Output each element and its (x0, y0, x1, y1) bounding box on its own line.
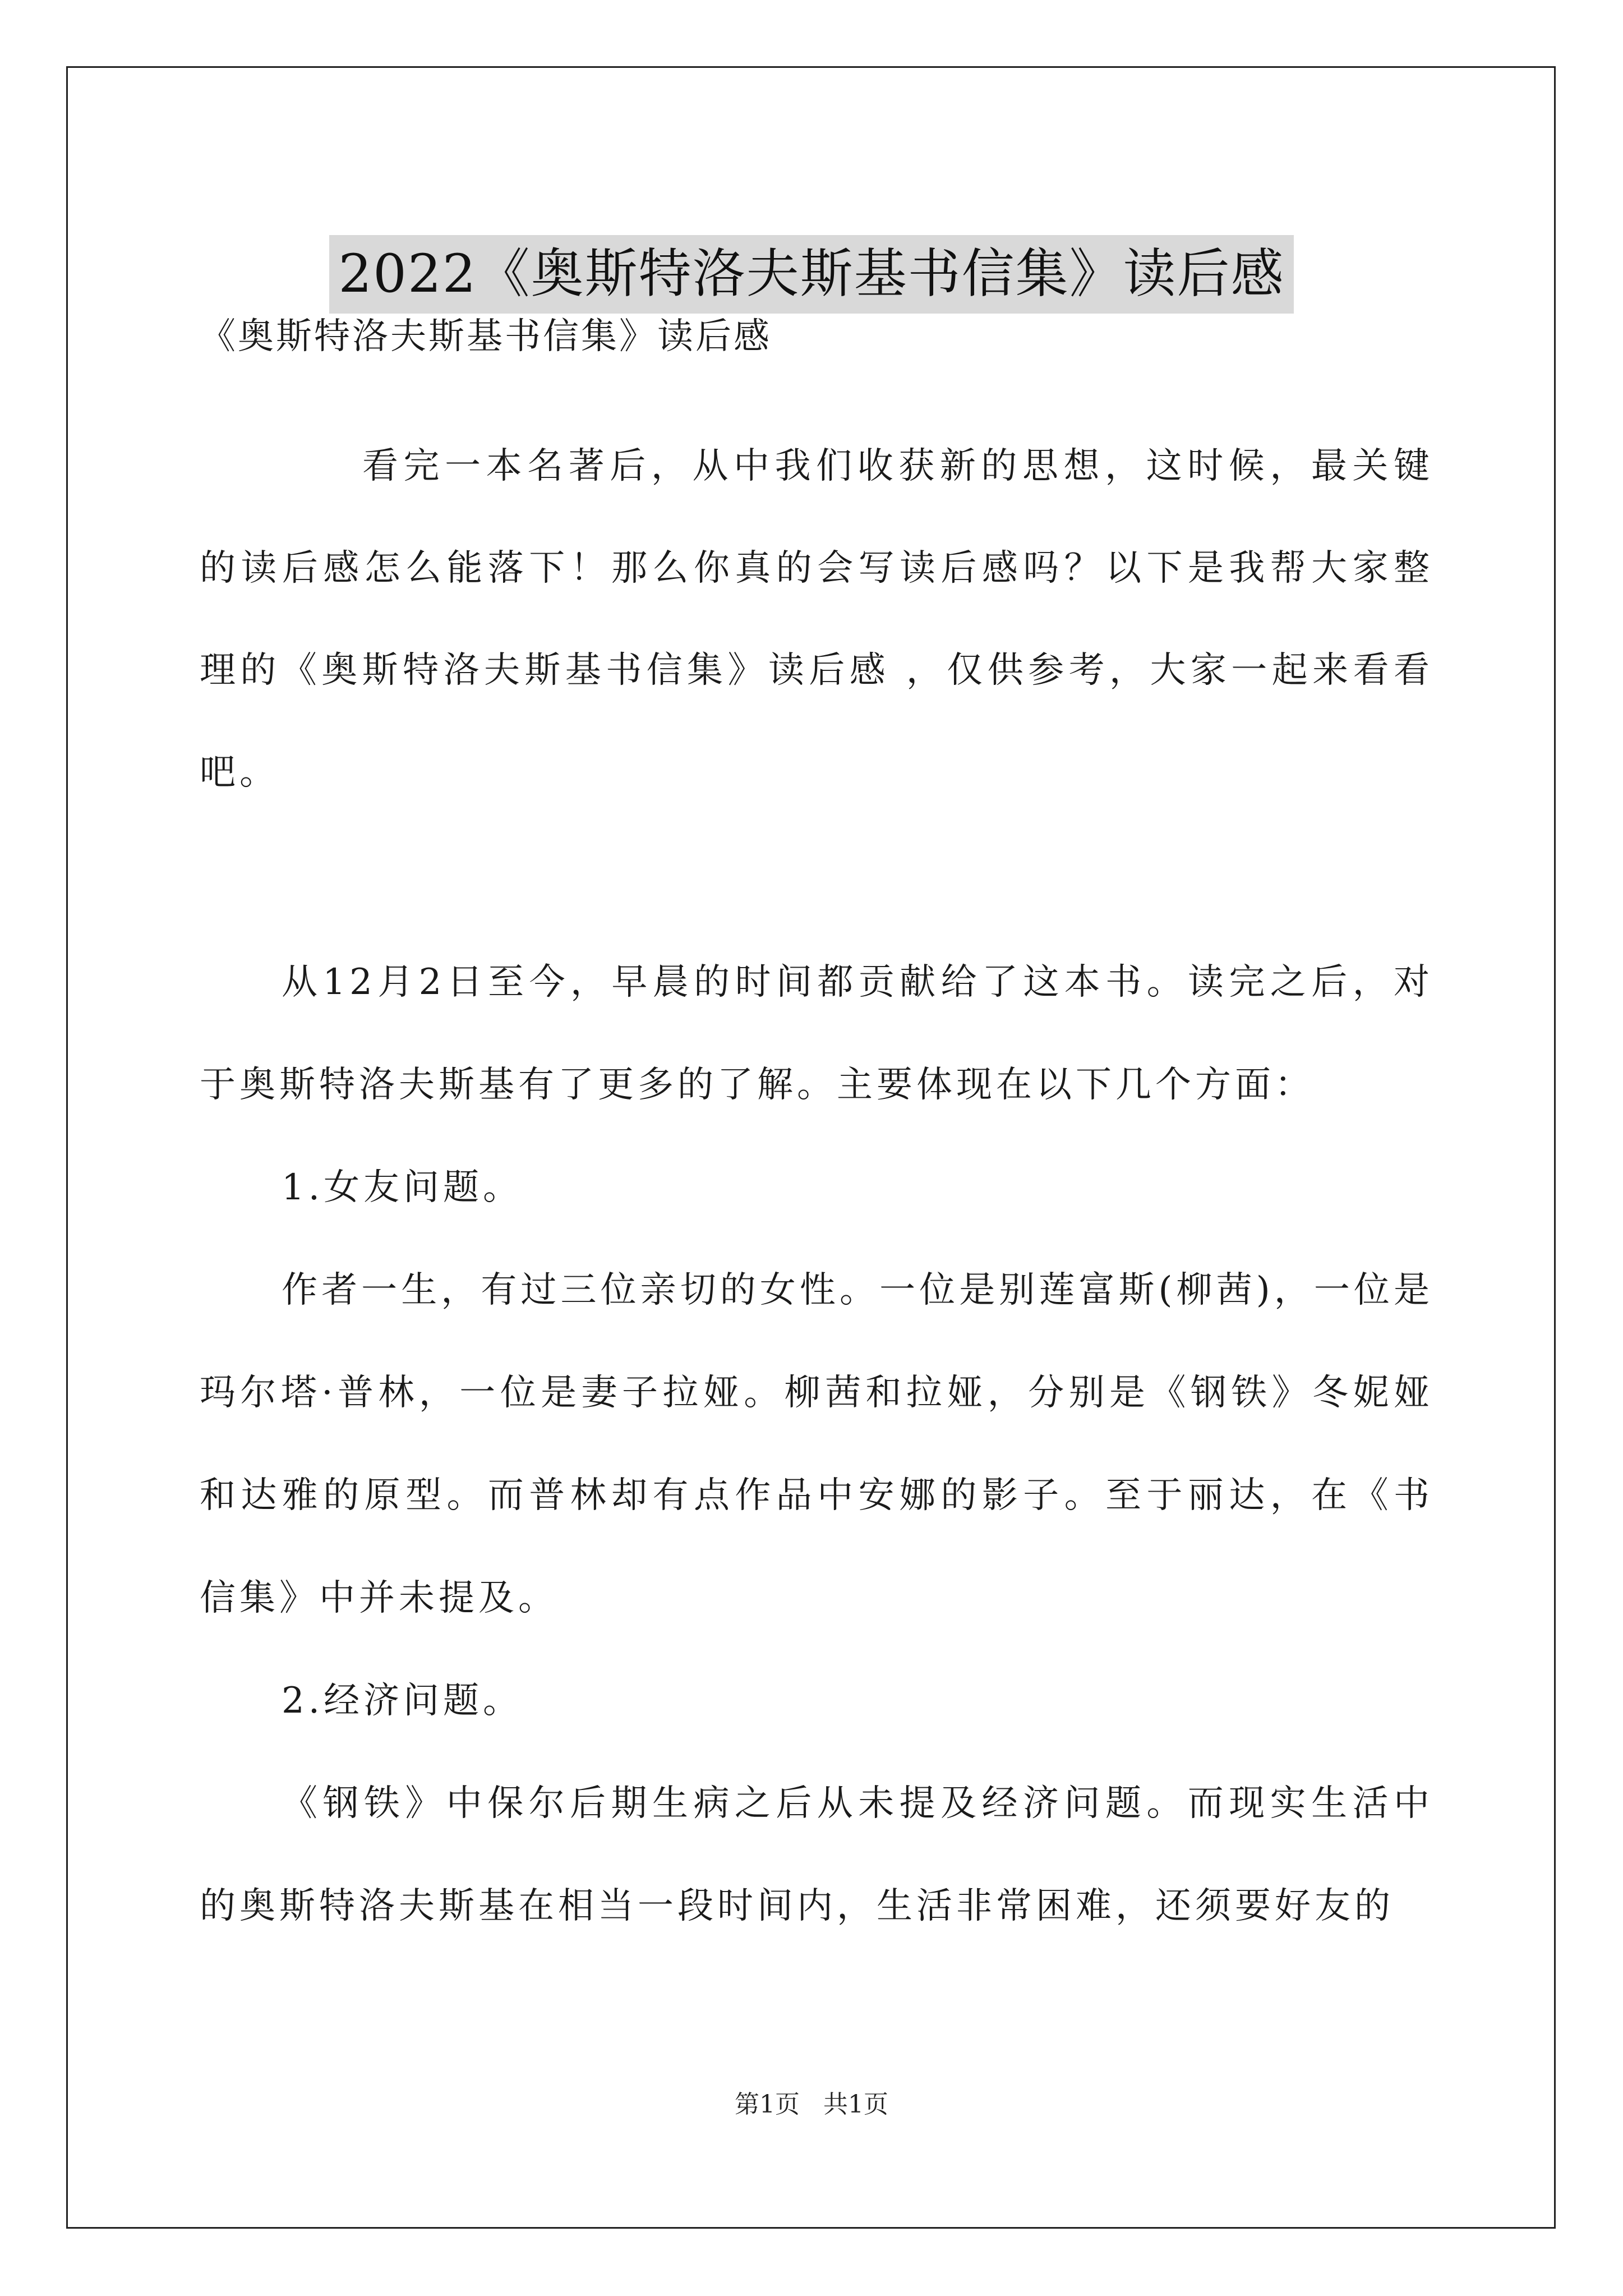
paragraph-3: 作者一生，有过三位亲切的女性。一位是别莲富斯(柳茜)，一位是玛尔塔·普林，一位是妻子拉娅。柳茜和拉娅，分别是《钢铁》冬妮娅和达雅的原型。而普林却有点作品中安娜的影子。至于丽达，在《书信集》中并未提及。 (200, 1269, 1433, 1619)
paragraph-4: 2.经济问题。 (282, 1680, 523, 1722)
paragraph-intro: 看完一本名著后，从中我们收获新的思想，这时候，最关键的读后感怎么能落下！那么你真的会写读后感吗？以下是我帮大家整理的《奥斯特洛夫斯基书信集》读后感 ，仅供参考，大家一起来看看吧。 (200, 445, 1433, 793)
page-footer (0, 2084, 1623, 2120)
paragraph-5: 《钢铁》中保尔后期生病之后从未提及经济问题。而现实生活中的奥斯特洛夫斯基在相当一段时间内，生活非常困难，还须要好友的 (200, 1783, 1433, 1927)
page-total: 共1页 (823, 2090, 888, 2119)
paragraph-2: 1.女友问题。 (282, 1167, 523, 1208)
page-number: 第1页 (735, 2090, 800, 2119)
paragraph-1: 从12月2日至今，早晨的时间都贡献给了这本书。读完之后，对于奥斯特洛夫斯基有了更多的了解。主要体现在以下几个方面： (200, 961, 1433, 1106)
document-title: 2022《奥斯特洛夫斯基书信集》读后感 (329, 235, 1293, 314)
document-subheading: 《奥斯特洛夫斯基书信集》读后感 (200, 316, 772, 357)
paragraph-gap (200, 823, 1433, 931)
document-body (200, 314, 1433, 1958)
